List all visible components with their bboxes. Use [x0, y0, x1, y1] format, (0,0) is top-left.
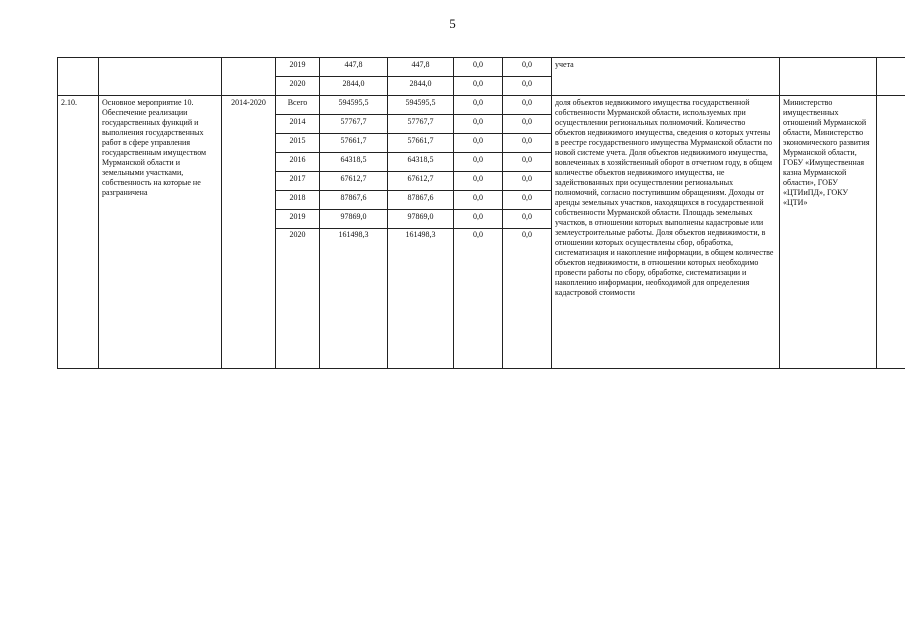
- cell-value: 594595,5: [388, 96, 454, 115]
- cell-value: 64318,5: [388, 153, 454, 172]
- page-number: 5: [449, 16, 456, 31]
- cell-activity-name: Основное мероприятие 10. Обеспечение реализации государственных функций и выполнения государственных работ в сфере управления государственным имуществом Мурманской области и земельными участками, собственность на которые не разграничена: [99, 96, 222, 369]
- cell-activity-executors: Министерство имущественных отношений Мурманской области, Министерство экономического развития Мурманской области, ГОБУ «Имущественная казна Мурманской области», ГОБУ «ЦТИиПД», ГОКУ «ЦТИ»: [780, 96, 877, 369]
- cell-value: 447,8: [388, 58, 454, 77]
- cell-value: 67612,7: [388, 172, 454, 191]
- cell-value: 87867,6: [320, 191, 388, 210]
- cell-value: 0,0: [503, 229, 552, 369]
- cell-activity-results: доля объектов недвижимого имущества государственной собственности Мурманской области, используемых при осуществлении региональных полномочий. Количество объектов недвижимого имущества, сведения о которых учтены в реестре государственного имущества Мурманской области по новой системе учета. Доля объектов недвижимого имущества, вовлеченных в хозяйственный оборот в отчетном году, в общем количестве объектов недвижимого имущества, не задействованных при осуществлении региональных полномочий, согласно поступившим обращениям. Доходы от аренды земельных участков, находящихся в государственной собственности Мурманской области. Площадь земельных участков, в отношении которых выполнены кадастровые или землеустроительные работы. Доля объектов недвижимости, в отношении которых осуществлены сбор, обработка, систематизация и накопление информации, в общем количестве объектов недвижимости, в отношении которых необходимо провести работы по сбору, обработке, систематизации и накоплению информации, необходимой для определения кадастровой стоимости: [552, 96, 780, 369]
- cell-value: 0,0: [454, 172, 503, 191]
- cell-year: 2020: [276, 77, 320, 96]
- cell-year: 2020: [276, 229, 320, 369]
- cell-year: 2019: [276, 58, 320, 77]
- cell-value: 57767,7: [320, 115, 388, 134]
- table-row: [58, 58, 905, 77]
- cell-value: 97869,0: [388, 210, 454, 229]
- cell-value: 0,0: [454, 77, 503, 96]
- cell-value: 0,0: [454, 210, 503, 229]
- cell-value: 0,0: [454, 58, 503, 77]
- cell-value: 0,0: [454, 115, 503, 134]
- program-activities-table: [57, 57, 905, 369]
- cell-value: 0,0: [454, 191, 503, 210]
- cell-value: 97869,0: [320, 210, 388, 229]
- cell-year: 2015: [276, 134, 320, 153]
- cell-value: 594595,5: [320, 96, 388, 115]
- cell-results-continued: учета: [552, 58, 780, 96]
- cell-year: 2017: [276, 172, 320, 191]
- cell-value: 67612,7: [320, 172, 388, 191]
- cell-year: 2019: [276, 210, 320, 229]
- cell-value: 2844,0: [388, 77, 454, 96]
- cell-value: 0,0: [503, 115, 552, 134]
- cell-value: 0,0: [503, 191, 552, 210]
- cell-year: Всего: [276, 96, 320, 115]
- cell-value: 0,0: [503, 153, 552, 172]
- cell-value: 57661,7: [388, 134, 454, 153]
- cell-empty: [877, 58, 905, 96]
- cell-year: 2014: [276, 115, 320, 134]
- cell-value: 0,0: [503, 134, 552, 153]
- cell-value: 447,8: [320, 58, 388, 77]
- cell-empty: [780, 58, 877, 96]
- cell-year: 2018: [276, 191, 320, 210]
- cell-value: 161498,3: [320, 229, 388, 369]
- cell-value: 2844,0: [320, 77, 388, 96]
- cell-value: 0,0: [503, 210, 552, 229]
- cell-value: 0,0: [454, 96, 503, 115]
- cell-year: 2016: [276, 153, 320, 172]
- cell-activity-period: 2014-2020: [222, 96, 276, 369]
- cell-value: 87867,6: [388, 191, 454, 210]
- table-row: [58, 96, 905, 115]
- cell-empty: [99, 58, 222, 96]
- cell-value: 57661,7: [320, 134, 388, 153]
- cell-value: 0,0: [503, 77, 552, 96]
- cell-empty: [58, 58, 99, 96]
- cell-activity-number: 2.10.: [58, 96, 99, 369]
- cell-value: 64318,5: [320, 153, 388, 172]
- cell-empty: [877, 96, 905, 369]
- cell-value: 161498,3: [388, 229, 454, 369]
- cell-value: 0,0: [454, 229, 503, 369]
- cell-value: 0,0: [503, 58, 552, 77]
- cell-value: 0,0: [503, 96, 552, 115]
- cell-value: 57767,7: [388, 115, 454, 134]
- cell-value: 0,0: [454, 153, 503, 172]
- cell-empty: [222, 58, 276, 96]
- cell-value: 0,0: [454, 134, 503, 153]
- cell-value: 0,0: [503, 172, 552, 191]
